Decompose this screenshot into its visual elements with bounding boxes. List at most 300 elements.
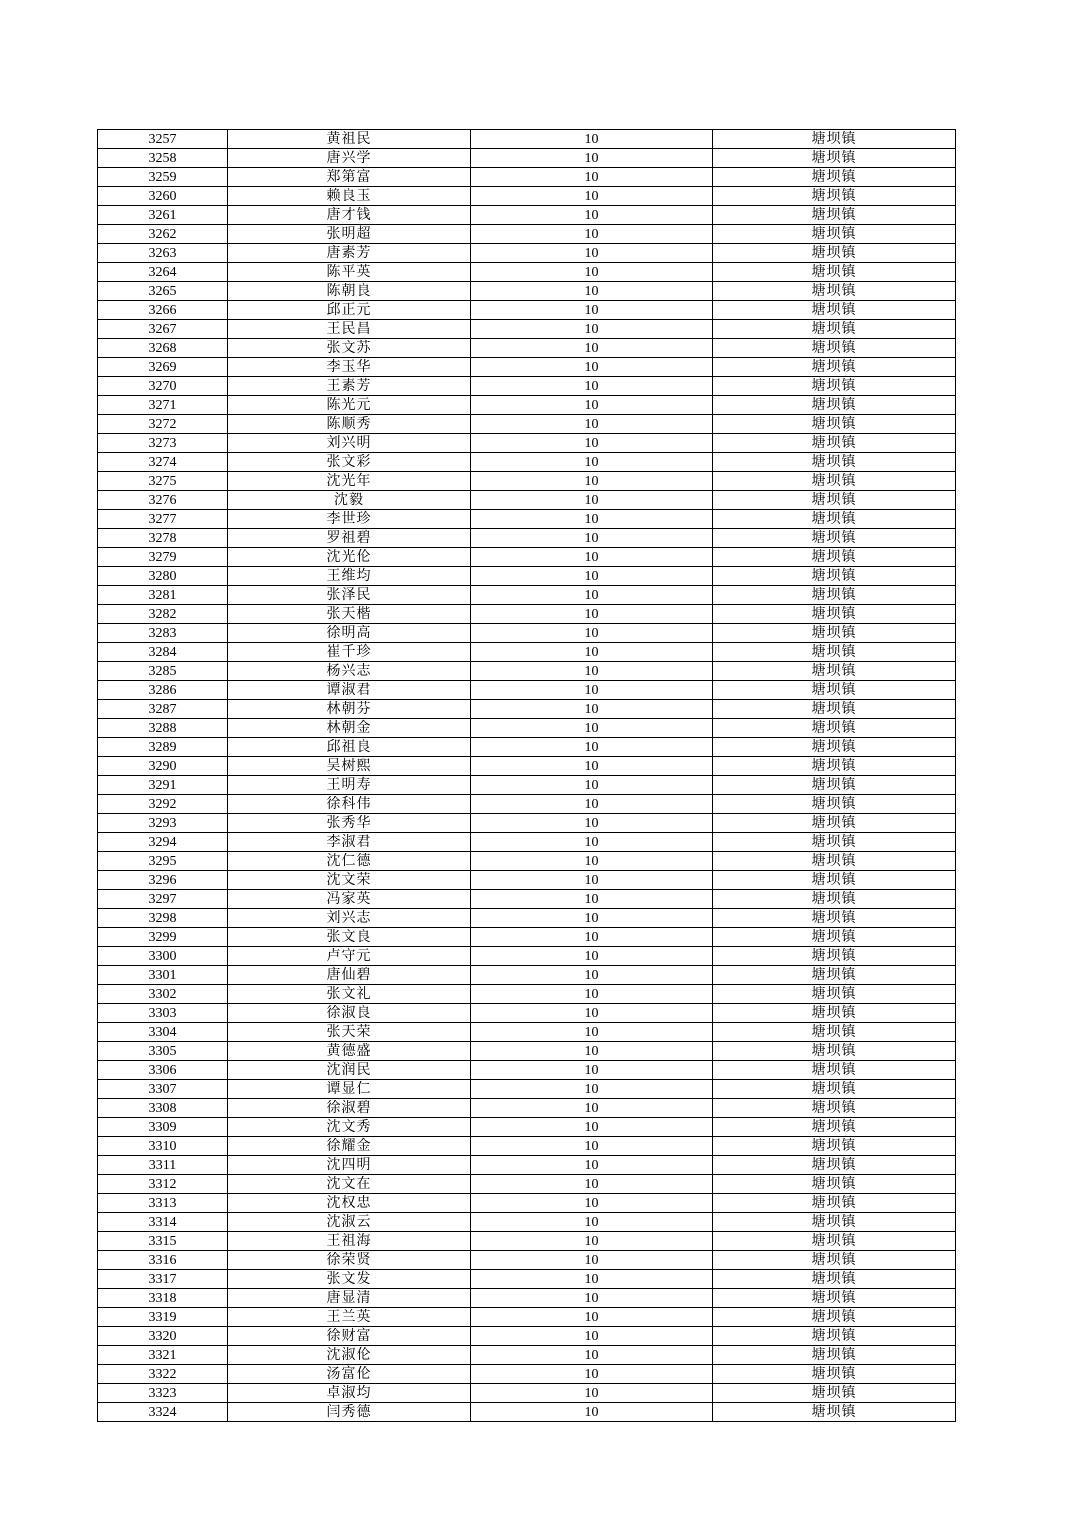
amount-cell: 10 [471,225,713,244]
serial-number-cell: 3315 [98,1232,228,1251]
town-cell: 塘坝镇 [713,1194,956,1213]
amount-cell: 10 [471,757,713,776]
name-cell: 王民昌 [228,320,471,339]
table-row [98,130,956,149]
amount-cell: 10 [471,890,713,909]
town-cell: 塘坝镇 [713,1213,956,1232]
serial-number-cell: 3269 [98,358,228,377]
amount-cell: 10 [471,320,713,339]
name-cell: 王明寿 [228,776,471,795]
name-cell: 黄德盛 [228,1042,471,1061]
amount-cell: 10 [471,1384,713,1403]
name-cell: 张文礼 [228,985,471,1004]
table-row [98,871,956,890]
serial-number-cell: 3305 [98,1042,228,1061]
amount-cell: 10 [471,130,713,149]
serial-number-cell: 3271 [98,396,228,415]
amount-cell: 10 [471,168,713,187]
name-cell: 沈仁德 [228,852,471,871]
name-cell: 闫秀德 [228,1403,471,1422]
name-cell: 卢守元 [228,947,471,966]
name-cell: 卓淑均 [228,1384,471,1403]
serial-number-cell: 3279 [98,548,228,567]
serial-number-cell: 3292 [98,795,228,814]
serial-number-cell: 3276 [98,491,228,510]
town-cell: 塘坝镇 [713,453,956,472]
serial-number-cell: 3301 [98,966,228,985]
amount-cell: 10 [471,187,713,206]
name-cell: 杨兴志 [228,662,471,681]
town-cell: 塘坝镇 [713,1175,956,1194]
amount-cell: 10 [471,548,713,567]
serial-number-cell: 3284 [98,643,228,662]
name-cell: 刘兴志 [228,909,471,928]
town-cell: 塘坝镇 [713,795,956,814]
table-row [98,1346,956,1365]
town-cell: 塘坝镇 [713,605,956,624]
serial-number-cell: 3320 [98,1327,228,1346]
amount-cell: 10 [471,681,713,700]
amount-cell: 10 [471,909,713,928]
amount-cell: 10 [471,358,713,377]
town-cell: 塘坝镇 [713,1042,956,1061]
name-cell: 沈淑伦 [228,1346,471,1365]
town-cell: 塘坝镇 [713,624,956,643]
town-cell: 塘坝镇 [713,206,956,225]
town-cell: 塘坝镇 [713,966,956,985]
serial-number-cell: 3265 [98,282,228,301]
amount-cell: 10 [471,1080,713,1099]
name-cell: 徐荣贤 [228,1251,471,1270]
town-cell: 塘坝镇 [713,681,956,700]
serial-number-cell: 3270 [98,377,228,396]
amount-cell: 10 [471,1308,713,1327]
name-cell: 沈润民 [228,1061,471,1080]
serial-number-cell: 3266 [98,301,228,320]
amount-cell: 10 [471,282,713,301]
table-row [98,738,956,757]
table-row [98,301,956,320]
town-cell: 塘坝镇 [713,1327,956,1346]
name-cell: 王维均 [228,567,471,586]
name-cell: 陈光元 [228,396,471,415]
amount-cell: 10 [471,1213,713,1232]
town-cell: 塘坝镇 [713,1232,956,1251]
table-row [98,947,956,966]
town-cell: 塘坝镇 [713,491,956,510]
town-cell: 塘坝镇 [713,1308,956,1327]
serial-number-cell: 3306 [98,1061,228,1080]
table-row [98,795,956,814]
amount-cell: 10 [471,624,713,643]
table-row [98,700,956,719]
serial-number-cell: 3288 [98,719,228,738]
town-cell: 塘坝镇 [713,1403,956,1422]
amount-cell: 10 [471,966,713,985]
table-row [98,529,956,548]
town-cell: 塘坝镇 [713,909,956,928]
name-cell: 谭显仁 [228,1080,471,1099]
table-row [98,586,956,605]
serial-number-cell: 3308 [98,1099,228,1118]
town-cell: 塘坝镇 [713,1118,956,1137]
serial-number-cell: 3300 [98,947,228,966]
amount-cell: 10 [471,643,713,662]
serial-number-cell: 3296 [98,871,228,890]
name-cell: 沈文秀 [228,1118,471,1137]
name-cell: 徐明高 [228,624,471,643]
amount-cell: 10 [471,1023,713,1042]
serial-number-cell: 3257 [98,130,228,149]
name-cell: 沈四明 [228,1156,471,1175]
table-row [98,567,956,586]
serial-number-cell: 3312 [98,1175,228,1194]
name-cell: 刘兴明 [228,434,471,453]
table-row [98,415,956,434]
amount-cell: 10 [471,1346,713,1365]
town-cell: 塘坝镇 [713,358,956,377]
town-cell: 塘坝镇 [713,719,956,738]
serial-number-cell: 3303 [98,1004,228,1023]
amount-cell: 10 [471,472,713,491]
serial-number-cell: 3318 [98,1289,228,1308]
name-cell: 张天楷 [228,605,471,624]
serial-number-cell: 3314 [98,1213,228,1232]
table-row [98,548,956,567]
amount-cell: 10 [471,776,713,795]
table-row [98,1403,956,1422]
name-cell: 王兰英 [228,1308,471,1327]
amount-cell: 10 [471,434,713,453]
name-cell: 徐耀金 [228,1137,471,1156]
town-cell: 塘坝镇 [713,396,956,415]
table-row [98,1327,956,1346]
name-cell: 王素芳 [228,377,471,396]
town-cell: 塘坝镇 [713,244,956,263]
town-cell: 塘坝镇 [713,1137,956,1156]
serial-number-cell: 3317 [98,1270,228,1289]
amount-cell: 10 [471,149,713,168]
name-cell: 谭淑君 [228,681,471,700]
name-cell: 邱祖良 [228,738,471,757]
town-cell: 塘坝镇 [713,472,956,491]
amount-cell: 10 [471,1232,713,1251]
serial-number-cell: 3302 [98,985,228,1004]
serial-number-cell: 3282 [98,605,228,624]
table-row [98,985,956,1004]
name-cell: 郑第富 [228,168,471,187]
name-cell: 林朝金 [228,719,471,738]
town-cell: 塘坝镇 [713,301,956,320]
town-cell: 塘坝镇 [713,529,956,548]
amount-cell: 10 [471,795,713,814]
name-cell: 李玉华 [228,358,471,377]
table-row [98,491,956,510]
table-row [98,814,956,833]
amount-cell: 10 [471,928,713,947]
amount-cell: 10 [471,852,713,871]
table-row [98,1118,956,1137]
town-cell: 塘坝镇 [713,814,956,833]
table-row [98,833,956,852]
amount-cell: 10 [471,719,713,738]
name-cell: 张文苏 [228,339,471,358]
amount-cell: 10 [471,396,713,415]
table-row [98,187,956,206]
table-row [98,1194,956,1213]
amount-cell: 10 [471,1289,713,1308]
table-row [98,206,956,225]
table-row [98,396,956,415]
table-row [98,966,956,985]
town-cell: 塘坝镇 [713,643,956,662]
serial-number-cell: 3321 [98,1346,228,1365]
serial-number-cell: 3324 [98,1403,228,1422]
table-row [98,681,956,700]
name-cell: 张泽民 [228,586,471,605]
name-cell: 李淑君 [228,833,471,852]
town-cell: 塘坝镇 [713,662,956,681]
table-row [98,1384,956,1403]
town-cell: 塘坝镇 [713,1346,956,1365]
town-cell: 塘坝镇 [713,1080,956,1099]
serial-number-cell: 3307 [98,1080,228,1099]
serial-number-cell: 3294 [98,833,228,852]
table-row [98,168,956,187]
serial-number-cell: 3260 [98,187,228,206]
town-cell: 塘坝镇 [713,1384,956,1403]
town-cell: 塘坝镇 [713,1004,956,1023]
table-row [98,472,956,491]
table-row [98,1023,956,1042]
serial-number-cell: 3278 [98,529,228,548]
serial-number-cell: 3297 [98,890,228,909]
table-row [98,1137,956,1156]
table-row [98,1175,956,1194]
table-row [98,757,956,776]
town-cell: 塘坝镇 [713,149,956,168]
town-cell: 塘坝镇 [713,871,956,890]
name-cell: 张天荣 [228,1023,471,1042]
serial-number-cell: 3261 [98,206,228,225]
town-cell: 塘坝镇 [713,225,956,244]
table-row [98,890,956,909]
name-cell: 崔千珍 [228,643,471,662]
name-cell: 陈平英 [228,263,471,282]
amount-cell: 10 [471,947,713,966]
amount-cell: 10 [471,491,713,510]
table-row [98,1308,956,1327]
name-cell: 林朝芬 [228,700,471,719]
name-cell: 罗祖碧 [228,529,471,548]
amount-cell: 10 [471,244,713,263]
table-row [98,1061,956,1080]
table-row [98,1289,956,1308]
name-cell: 李世珍 [228,510,471,529]
serial-number-cell: 3289 [98,738,228,757]
amount-cell: 10 [471,1365,713,1384]
town-cell: 塘坝镇 [713,377,956,396]
name-cell: 吴树熙 [228,757,471,776]
table-row [98,909,956,928]
serial-number-cell: 3258 [98,149,228,168]
serial-number-cell: 3272 [98,415,228,434]
table-row [98,1156,956,1175]
town-cell: 塘坝镇 [713,1365,956,1384]
serial-number-cell: 3293 [98,814,228,833]
serial-number-cell: 3274 [98,453,228,472]
amount-cell: 10 [471,1251,713,1270]
amount-cell: 10 [471,814,713,833]
name-cell: 徐科伟 [228,795,471,814]
name-cell: 王祖海 [228,1232,471,1251]
amount-cell: 10 [471,1118,713,1137]
name-cell: 唐素芳 [228,244,471,263]
table-row [98,320,956,339]
town-cell: 塘坝镇 [713,187,956,206]
table-row [98,377,956,396]
town-cell: 塘坝镇 [713,776,956,795]
name-cell: 唐才钱 [228,206,471,225]
town-cell: 塘坝镇 [713,1156,956,1175]
amount-cell: 10 [471,453,713,472]
town-cell: 塘坝镇 [713,985,956,1004]
town-cell: 塘坝镇 [713,320,956,339]
amount-cell: 10 [471,301,713,320]
serial-number-cell: 3322 [98,1365,228,1384]
town-cell: 塘坝镇 [713,738,956,757]
name-cell: 张文发 [228,1270,471,1289]
name-cell: 张明超 [228,225,471,244]
table-row [98,1270,956,1289]
name-cell: 唐显清 [228,1289,471,1308]
roster-table [97,129,956,1422]
amount-cell: 10 [471,415,713,434]
amount-cell: 10 [471,206,713,225]
name-cell: 徐淑碧 [228,1099,471,1118]
serial-number-cell: 3313 [98,1194,228,1213]
serial-number-cell: 3309 [98,1118,228,1137]
amount-cell: 10 [471,1042,713,1061]
name-cell: 邱正元 [228,301,471,320]
amount-cell: 10 [471,985,713,1004]
amount-cell: 10 [471,586,713,605]
table-row [98,339,956,358]
name-cell: 赖良玉 [228,187,471,206]
town-cell: 塘坝镇 [713,282,956,301]
table-row [98,1232,956,1251]
table-row [98,852,956,871]
name-cell: 唐仙碧 [228,966,471,985]
name-cell: 沈光伦 [228,548,471,567]
name-cell: 陈朝良 [228,282,471,301]
serial-number-cell: 3264 [98,263,228,282]
amount-cell: 10 [471,1270,713,1289]
serial-number-cell: 3283 [98,624,228,643]
amount-cell: 10 [471,1327,713,1346]
town-cell: 塘坝镇 [713,890,956,909]
serial-number-cell: 3267 [98,320,228,339]
serial-number-cell: 3263 [98,244,228,263]
town-cell: 塘坝镇 [713,700,956,719]
table-row [98,1080,956,1099]
table-row [98,149,956,168]
amount-cell: 10 [471,1156,713,1175]
town-cell: 塘坝镇 [713,852,956,871]
town-cell: 塘坝镇 [713,1289,956,1308]
town-cell: 塘坝镇 [713,434,956,453]
serial-number-cell: 3319 [98,1308,228,1327]
amount-cell: 10 [471,1175,713,1194]
table-row [98,1042,956,1061]
table-row [98,358,956,377]
amount-cell: 10 [471,529,713,548]
amount-cell: 10 [471,1194,713,1213]
table-row [98,776,956,795]
amount-cell: 10 [471,605,713,624]
name-cell: 冯家英 [228,890,471,909]
roster-table-body [98,130,956,1422]
town-cell: 塘坝镇 [713,263,956,282]
name-cell: 沈光年 [228,472,471,491]
amount-cell: 10 [471,1099,713,1118]
table-row [98,510,956,529]
table-row [98,263,956,282]
serial-number-cell: 3285 [98,662,228,681]
amount-cell: 10 [471,1061,713,1080]
serial-number-cell: 3281 [98,586,228,605]
amount-cell: 10 [471,377,713,396]
serial-number-cell: 3291 [98,776,228,795]
name-cell: 唐兴学 [228,149,471,168]
town-cell: 塘坝镇 [713,1099,956,1118]
table-row [98,453,956,472]
table-row [98,1004,956,1023]
name-cell: 沈淑云 [228,1213,471,1232]
name-cell: 黄祖民 [228,130,471,149]
town-cell: 塘坝镇 [713,586,956,605]
name-cell: 徐财富 [228,1327,471,1346]
table-row [98,1365,956,1384]
town-cell: 塘坝镇 [713,947,956,966]
town-cell: 塘坝镇 [713,757,956,776]
town-cell: 塘坝镇 [713,1251,956,1270]
serial-number-cell: 3299 [98,928,228,947]
town-cell: 塘坝镇 [713,339,956,358]
table-row [98,662,956,681]
amount-cell: 10 [471,738,713,757]
town-cell: 塘坝镇 [713,415,956,434]
table-row [98,928,956,947]
town-cell: 塘坝镇 [713,567,956,586]
table-row [98,244,956,263]
table-row [98,643,956,662]
name-cell: 徐淑良 [228,1004,471,1023]
amount-cell: 10 [471,1403,713,1422]
amount-cell: 10 [471,567,713,586]
name-cell: 沈文荣 [228,871,471,890]
town-cell: 塘坝镇 [713,1270,956,1289]
serial-number-cell: 3310 [98,1137,228,1156]
amount-cell: 10 [471,1137,713,1156]
table-row [98,1251,956,1270]
table-row [98,1213,956,1232]
table-row [98,434,956,453]
serial-number-cell: 3316 [98,1251,228,1270]
serial-number-cell: 3304 [98,1023,228,1042]
serial-number-cell: 3287 [98,700,228,719]
town-cell: 塘坝镇 [713,1023,956,1042]
